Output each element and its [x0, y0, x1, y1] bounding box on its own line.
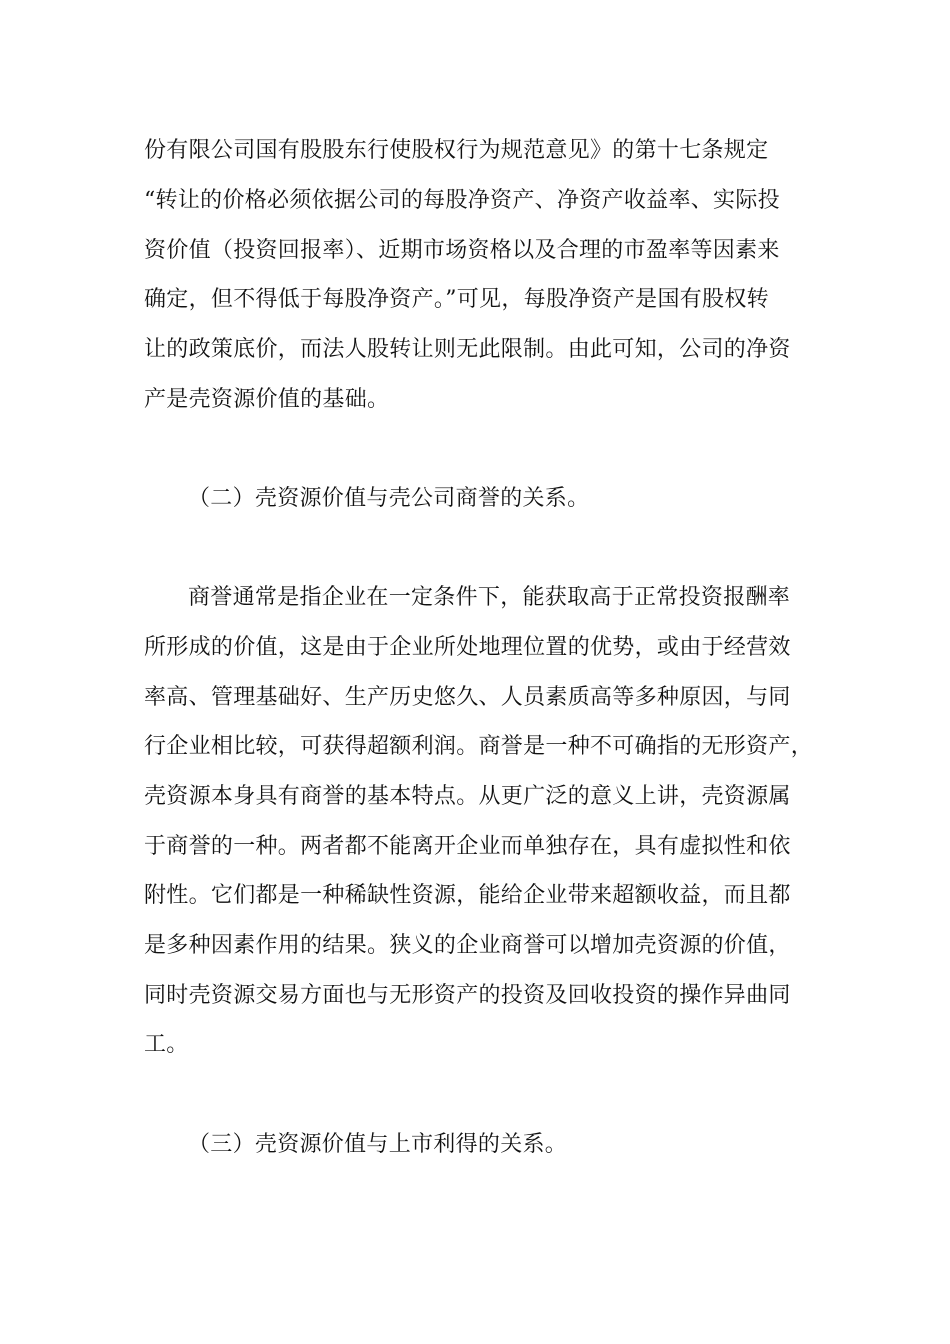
section-heading-3: （三）壳资源价值与上市利得的关系。: [188, 1132, 568, 1157]
paragraph-2-line-1: 商誉通常是指企业在一定条件下，能获取高于正常投资报酬率: [188, 585, 791, 610]
section-heading-2: （二）壳资源价值与壳公司商誉的关系。: [188, 486, 590, 511]
paragraph-2-line-7: 附性。它们都是一种稀缺性资源，能给企业带来超额收益，而且都: [144, 883, 791, 908]
paragraph-1-line-4: 确定，但不得低于每股净资产。”可见，每股净资产是国有股权转: [144, 287, 769, 312]
paragraph-1-line-1: 份有限公司国有股股东行使股权行为规范意见》的第十七条规定: [144, 138, 769, 163]
paragraph-1-line-3: 资价值（投资回报率）、近期市场资格以及合理的市盈率等因素来: [144, 238, 780, 263]
paragraph-1-line-5: 让的政策底价，而法人股转让则无此限制。由此可知，公司的净资: [144, 337, 791, 362]
paragraph-1-line-2: “转让的价格必须依据公司的每股净资产、净资产收益率、实际投: [144, 188, 780, 213]
paragraph-2-line-4: 行企业相比较，可获得超额利润。商誉是一种不可确指的无形资产，: [144, 734, 814, 759]
paragraph-2-line-9: 同时壳资源交易方面也与无形资产的投资及回收投资的操作异曲同: [144, 983, 791, 1008]
paragraph-2-line-5: 壳资源本身具有商誉的基本特点。从更广泛的意义上讲，壳资源属: [144, 784, 791, 809]
paragraph-2-line-2: 所形成的价值，这是由于企业所处地理位置的优势，或由于经营效: [144, 635, 791, 660]
paragraph-2-line-10: 工。: [144, 1032, 189, 1057]
paragraph-2-line-3: 率高、管理基础好、生产历史悠久、人员素质高等多种原因，与同: [144, 685, 791, 710]
paragraph-2-line-8: 是多种因素作用的结果。狭义的企业商誉可以增加壳资源的价值，: [144, 933, 791, 958]
paragraph-2-line-6: 于商誉的一种。两者都不能离开企业而单独存在，具有虚拟性和依: [144, 834, 791, 859]
paragraph-1-line-6: 产是壳资源价值的基础。: [144, 387, 390, 412]
